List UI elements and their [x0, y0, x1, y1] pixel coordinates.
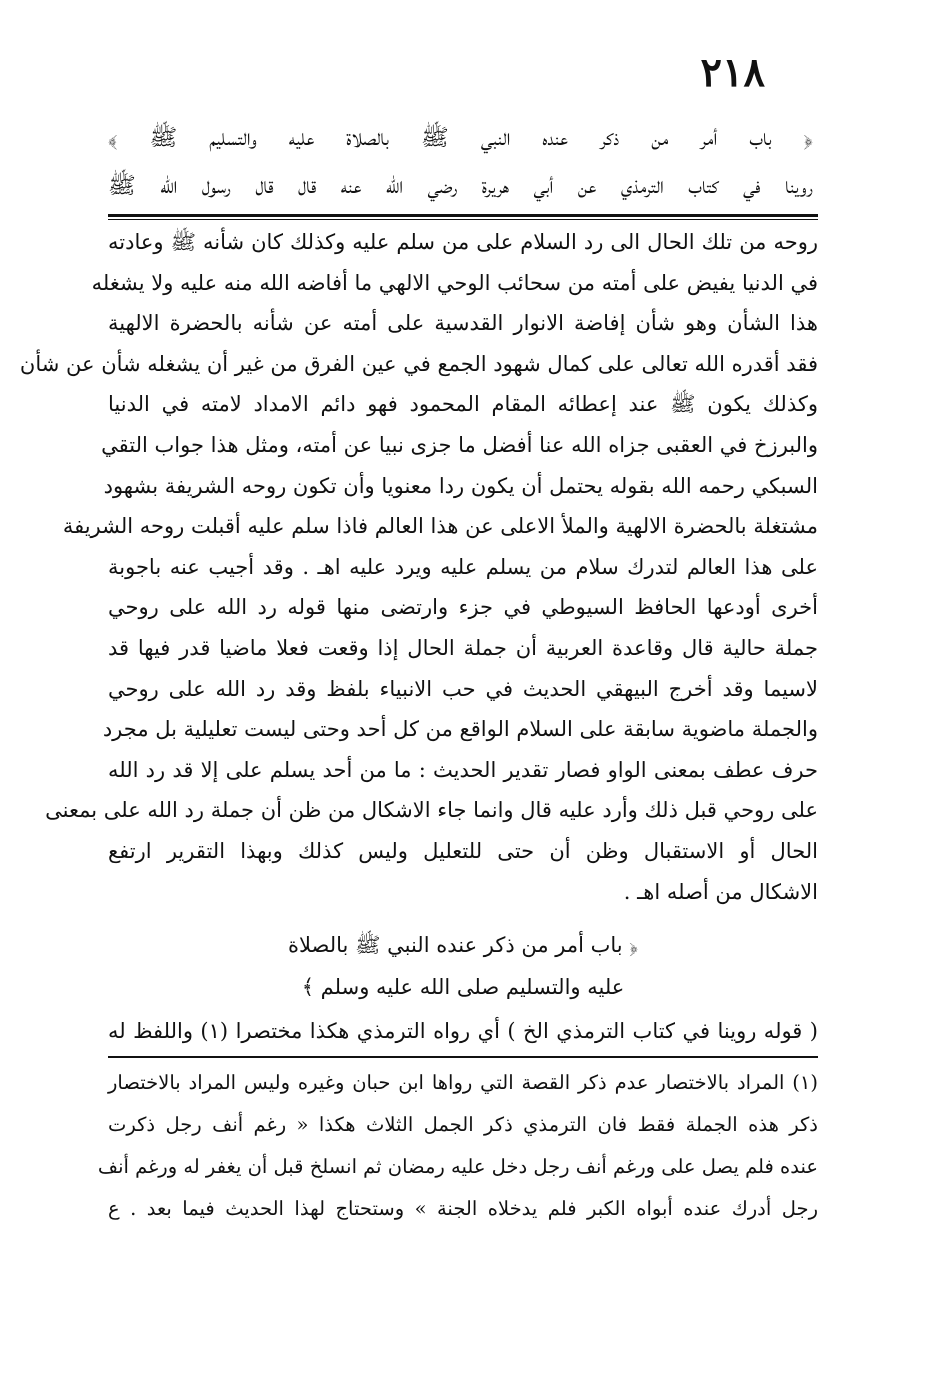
page-number: ٢١٨ — [700, 49, 765, 96]
body-line: مشتغلة بالحضرة الالهية والملأ الاعلى عن هذا العالم فاذا سلم عليه أقبلت روحه الشريفة — [62, 514, 818, 539]
header-rule-thin — [108, 219, 818, 220]
footnotes — [97, 1062, 818, 1230]
body-line: فقد أقدره الله تعالى على كمال شهود الجمع في عين الفرق من غير أن يشغله شأن عن شأن — [19, 351, 818, 376]
body-line: في الدنيا يفيض على أمته من سحائب الوحي الالهي ما أفاضه الله منه عليه ولا يشغله — [91, 270, 818, 295]
section-heading-line: ﴿ باب أمر من ذكر عنده النبي ﷺ بالصلاة — [288, 933, 638, 957]
footnote-line: رجل أدرك عنده أبواه الكبر فلم يدخلاه الجنة » وستحتاج لهذا الحديث فيما بعد . ع — [108, 1197, 818, 1220]
body-line: حرف عطف بمعنى الواو فصار تقدير الحديث : ما من أحد يسلم على إلا قد رد الله — [108, 757, 818, 782]
body-line: على هذا العالم لتدرك سلام من يسلم عليه ويرد عليه اهـ . وقد أجيب عنه باجوبة — [108, 554, 818, 579]
body-line: روحه من تلك الحال الى رد السلام على من سلم عليه وكذلك كان شأنه ﷺ وعادته — [108, 230, 818, 254]
body-line: جملة حالية قال وقاعدة العربية أن جملة الحال إذا وقعت فعلا ماضيا قدر فيها قد — [108, 635, 818, 660]
body-line: على روحي قبل ذلك وأرد عليه قال وانما جاء الاشكال من ظن أن جملة رد الله على بمعنى — [45, 798, 818, 823]
body-line: السبكي رحمه الله بقوله يحتمل أن يكون ردا معنويا وأن تكون روحه الشريفة بشهود — [103, 473, 818, 498]
body-line: الاشكال من أصله اهـ . — [623, 879, 818, 904]
body-line: أخرى أودعها الحافظ السيوطي في جزء وارتضى منها قوله رد الله على روحي — [108, 595, 818, 620]
body-line: وكذلك يكون ﷺ عند إعطائه المقام المحمود فهو دائم الامداد لامته في الدنيا — [108, 392, 818, 417]
footnote-line: عنده فلم يصل على ورغم أنف رجل دخل عليه رمضان ثم انسلخ قبل أن يغفر له ورغم أنف — [97, 1155, 818, 1178]
body-line: والجملة ماضوية سابقة على السلام الواقع من كل أحد وحتى ليست تعليلية بل مجرد — [102, 717, 818, 742]
commentary-body — [19, 222, 818, 912]
footnote-separator — [108, 1056, 818, 1058]
header-rule-thick — [108, 214, 818, 217]
footnote-line: ذكر هذه الجملة فقط فان الترمذي ذكر الجمل الثلاث هكذا « رغم أنف رجل ذكرت — [108, 1113, 818, 1136]
commentary-quote-line: ( قوله روينا في كتاب الترمذي الخ ) أي رواه الترمذي هكذا مختصرا (١) واللفظ له — [108, 1019, 818, 1043]
body-line: والبرزخ في العقبى جزاه الله عنا أفضل ما جزى نبيا عن أمته، ومثل هذا جواب التقي — [101, 432, 818, 457]
body-line: الحال أو الاستقبال وظن أن حتى للتعليل وليس كذلك وبهذا التقرير ارتفع — [108, 838, 818, 863]
chapter-heading: ﴿ باب أمر من ذكر عنده النبي ﷺ بالصلاة عليه والتسليم ﷺ ﴾ — [108, 125, 813, 151]
footnote-line: (١) المراد بالاختصار عدم ذكر القصة التي رواها ابن حبان وغيره وليس المراد بالاختصار — [108, 1071, 818, 1094]
body-line: هذا الشأن وهو شأن إفاضة الانوار القدسية على أمته عن شأنه بالحضرة الالهية — [108, 311, 818, 336]
hadith-narration-line: روينا في كتاب الترمذي عن أبي هريرة رضي الله عنه قال قال رسول الله ﷺ — [108, 173, 813, 199]
section-heading-line: عليه والتسليم صلى الله عليه وسلم ﴾ — [301, 975, 625, 999]
body-line: لاسيما وقد أخرج البيهقي الحديث في حب الانبياء بلفظ وقد رد الله على روحي — [108, 676, 818, 701]
